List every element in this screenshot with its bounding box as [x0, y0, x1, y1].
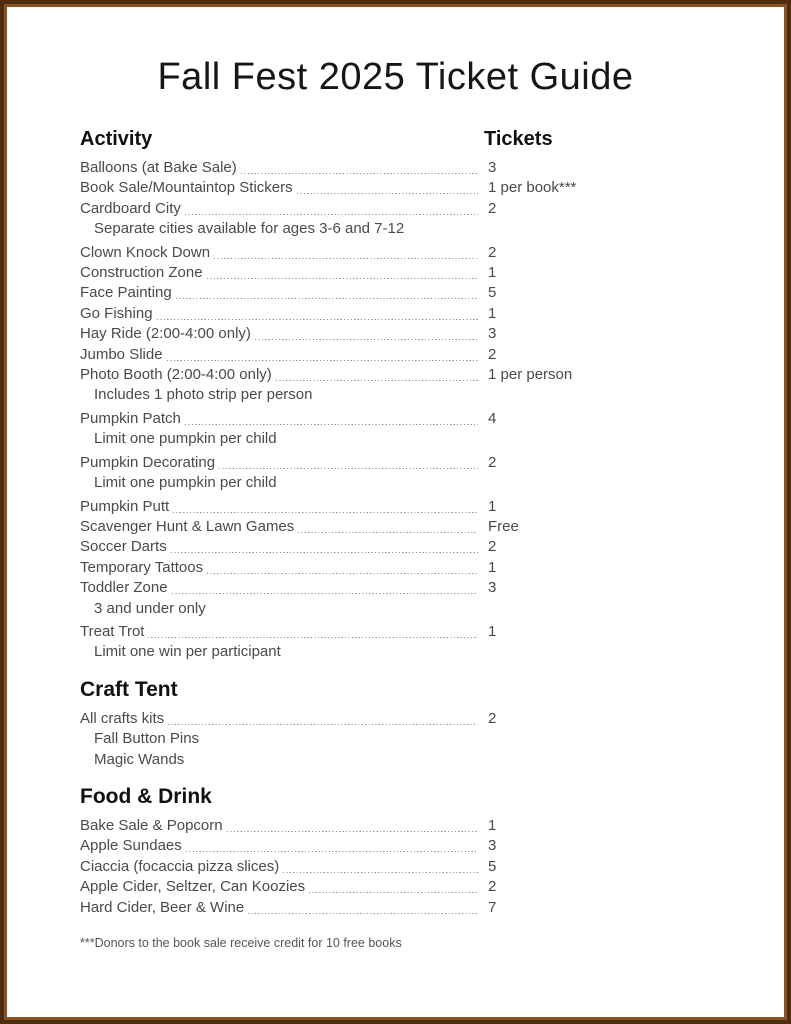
dot-leader: [172, 593, 478, 595]
activity-note: Separate cities available for ages 3-6 and 7-12: [94, 220, 405, 238]
ticket-value: 2: [488, 878, 497, 896]
activity-notes: [80, 729, 707, 770]
ticket-value: 3: [488, 159, 497, 176]
leader: [80, 877, 478, 897]
ticket-row: [80, 345, 707, 365]
activity-name: Book Sale/Mountaintop Stickers: [80, 179, 293, 197]
activity-name: Go Fishing: [80, 304, 153, 322]
leader: [80, 816, 478, 836]
ticket-item: [80, 898, 707, 918]
dot-leader: [276, 379, 478, 381]
ticket-value: 5: [488, 857, 497, 875]
ticket-row: [80, 158, 707, 178]
leader: [80, 243, 478, 263]
leader: [80, 622, 478, 642]
ticket-section: [80, 677, 707, 770]
leader: [80, 709, 478, 729]
activity-note: Fall Button Pins: [94, 730, 200, 748]
dot-leader: [168, 723, 478, 725]
ticket-list: [80, 158, 707, 918]
ticket-item: [80, 816, 707, 836]
ticket-value: 3: [488, 579, 497, 597]
dot-leader: [157, 318, 478, 320]
leader: [80, 324, 478, 344]
ticket-value: 3: [488, 837, 497, 855]
activity-note: Magic Wands: [94, 750, 185, 768]
activity-notes: [80, 599, 707, 619]
dot-leader: [219, 467, 478, 469]
dot-leader: [309, 892, 478, 894]
activity-name: Temporary Tattoos: [80, 558, 204, 576]
dot-leader: [148, 636, 478, 638]
activity-notes: [80, 642, 707, 662]
ticket-row: [80, 497, 707, 517]
activity-name: Treat Trot: [80, 622, 145, 640]
dot-leader: [255, 339, 478, 341]
leader: [80, 263, 478, 283]
ticket-value: 1 per person: [488, 366, 573, 384]
ticket-row: [80, 622, 707, 642]
ticket-row: [80, 283, 707, 303]
dot-leader: [241, 172, 478, 174]
dot-leader: [283, 871, 478, 873]
activity-name: Apple Sundaes: [80, 837, 182, 855]
ticket-item: [80, 324, 707, 344]
ticket-row: [80, 324, 707, 344]
leader: [80, 537, 478, 557]
leader: [80, 283, 478, 303]
dot-leader: [297, 193, 478, 195]
dot-leader: [298, 531, 478, 533]
ticket-value: 1: [488, 816, 497, 834]
ticket-row: [80, 857, 707, 877]
ticket-value: 5: [488, 284, 497, 302]
dot-leader: [214, 257, 478, 259]
activity-notes: [80, 429, 707, 449]
dot-leader: [207, 572, 478, 574]
ticket-row: [80, 199, 707, 219]
activity-name: All crafts kits: [80, 709, 165, 727]
ticket-item: [80, 517, 707, 537]
activity-notes: [80, 473, 707, 493]
dot-leader: [167, 359, 478, 361]
section-items: [80, 816, 707, 918]
activity-name: Scavenger Hunt & Lawn Games: [80, 517, 295, 535]
ticket-row: [80, 816, 707, 836]
dot-leader: [171, 552, 478, 554]
ticket-value: 2: [488, 345, 497, 363]
ticket-item: [80, 178, 707, 198]
ticket-item: [80, 558, 707, 578]
ticket-item: [80, 304, 707, 324]
dot-leader: [207, 277, 478, 279]
ticket-item: [80, 453, 707, 494]
ticket-row: [80, 453, 707, 473]
leader: [80, 345, 478, 365]
ticket-item: [80, 877, 707, 897]
ticket-value: 2: [488, 709, 497, 727]
ticket-value: 2: [488, 199, 497, 217]
activity-name: Apple Cider, Seltzer, Can Koozies: [80, 878, 306, 896]
dot-leader: [185, 213, 478, 215]
ticket-row: [80, 517, 707, 537]
ticket-section: [80, 158, 707, 663]
ticket-item: [80, 199, 707, 240]
leader: [80, 178, 478, 198]
section-items: [80, 709, 707, 770]
ticket-row: [80, 898, 707, 918]
activity-note: Limit one pumpkin per child: [94, 474, 277, 492]
ticket-item: [80, 283, 707, 303]
leader: [80, 836, 478, 856]
activity-name: Clown Knock Down: [80, 243, 211, 261]
ticket-row: [80, 558, 707, 578]
ticket-row: [80, 178, 707, 198]
leader: [80, 497, 478, 517]
ticket-value: 2: [488, 538, 497, 556]
ticket-item: [80, 709, 707, 770]
activity-name: Balloons (at Bake Sale): [80, 159, 237, 176]
ticket-row: [80, 877, 707, 897]
ticket-section: [80, 784, 707, 918]
activity-notes: [80, 385, 707, 405]
activity-note: Limit one win per participant: [94, 643, 281, 661]
ticket-item: [80, 836, 707, 856]
ticket-item: [80, 537, 707, 557]
ticket-value: 4: [488, 409, 497, 427]
ticket-value: 2: [488, 453, 497, 471]
ticket-value: 1: [488, 558, 497, 576]
ticket-value: Free: [488, 517, 519, 535]
dot-leader: [227, 830, 478, 832]
ticket-value: 1 per book***: [488, 179, 577, 197]
activity-name: Face Painting: [80, 284, 172, 302]
footnote: ***Donors to the book sale receive credit for 10 free books: [80, 936, 402, 950]
section-items: [80, 158, 707, 663]
ticket-row: [80, 537, 707, 557]
activity-note: 3 and under only: [94, 599, 206, 617]
ticket-row: [80, 836, 707, 856]
activity-name: Construction Zone: [80, 264, 203, 282]
leader: [80, 409, 478, 429]
activity-note: Limit one pumpkin per child: [94, 430, 277, 448]
ticket-row: [80, 365, 707, 385]
ticket-item: [80, 622, 707, 663]
leader: [80, 517, 478, 537]
activity-name: Jumbo Slide: [80, 345, 163, 363]
ticket-row: [80, 578, 707, 598]
ticket-item: [80, 857, 707, 877]
dot-leader: [173, 511, 478, 513]
ticket-item: [80, 365, 707, 406]
content-area: [4, 98, 787, 951]
activity-name: Pumpkin Putt: [80, 497, 170, 515]
leader: [80, 158, 478, 178]
activity-name: Ciaccia (focaccia pizza slices): [80, 857, 280, 875]
activity-note: Includes 1 photo strip per person: [94, 386, 313, 404]
ticket-item: [80, 158, 707, 178]
activity-name: Soccer Darts: [80, 538, 167, 556]
activity-name: Cardboard City: [80, 199, 181, 217]
leader: [80, 578, 478, 598]
leader: [80, 453, 478, 473]
ticket-item: [80, 578, 707, 619]
dot-leader: [185, 423, 478, 425]
section-heading: Food & Drink: [80, 784, 212, 808]
ticket-row: [80, 709, 707, 729]
activity-notes: [80, 219, 707, 239]
column-headers: [80, 127, 707, 151]
column-header-tickets: Tickets: [484, 128, 553, 150]
dot-leader: [248, 912, 478, 914]
ticket-value: 1: [488, 304, 497, 322]
ticket-value: 1: [488, 622, 497, 640]
leader: [80, 304, 478, 324]
dot-leader: [176, 298, 478, 300]
activity-name: Hard Cider, Beer & Wine: [80, 898, 245, 916]
dot-leader: [186, 851, 478, 853]
ticket-value: 3: [488, 325, 497, 343]
activity-name: Toddler Zone: [80, 579, 168, 597]
ticket-item: [80, 345, 707, 365]
ticket-row: [80, 409, 707, 429]
section-heading: Craft Tent: [80, 677, 178, 701]
leader: [80, 898, 478, 918]
ticket-value: 7: [488, 898, 497, 916]
ticket-row: [80, 263, 707, 283]
leader: [80, 558, 478, 578]
ticket-value: 1: [488, 264, 497, 282]
ticket-item: [80, 243, 707, 263]
page-title: Fall Fest 2025 Ticket Guide: [157, 56, 634, 98]
column-header-activity: Activity: [80, 128, 153, 150]
activity-name: Pumpkin Patch: [80, 409, 181, 427]
activity-name: Hay Ride (2:00-4:00 only): [80, 325, 251, 343]
leader: [80, 365, 478, 385]
ticket-row: [80, 304, 707, 324]
ticket-row: [80, 243, 707, 263]
activity-name: Bake Sale & Popcorn: [80, 816, 223, 834]
activity-name: Pumpkin Decorating: [80, 453, 216, 471]
ticket-item: [80, 409, 707, 450]
ticket-item: [80, 497, 707, 517]
leader: [80, 857, 478, 877]
ticket-item: [80, 263, 707, 283]
ticket-value: 2: [488, 243, 497, 261]
activity-name: Photo Booth (2:00-4:00 only): [80, 366, 272, 384]
leader: [80, 199, 478, 219]
ticket-value: 1: [488, 497, 497, 515]
